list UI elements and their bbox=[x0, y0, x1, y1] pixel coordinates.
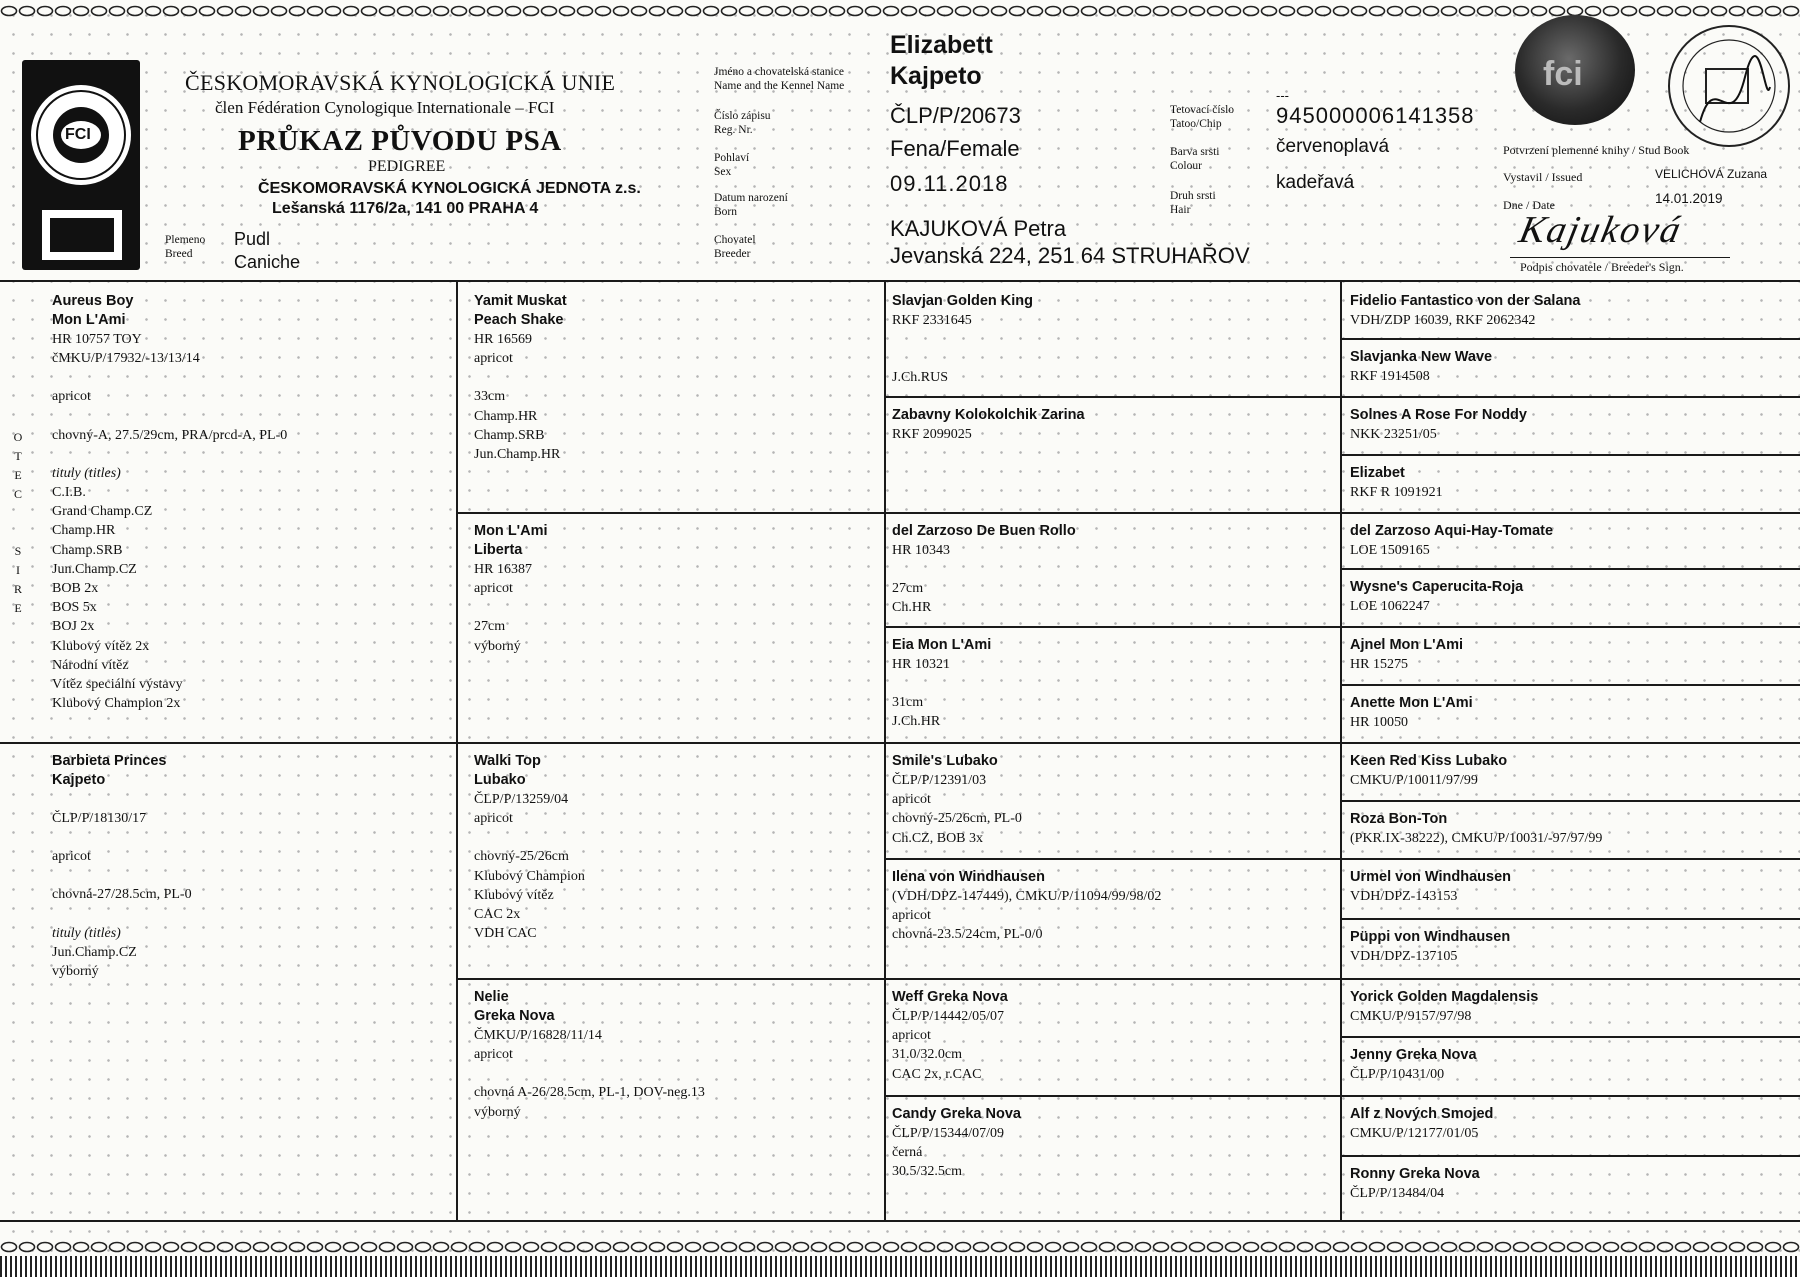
issued-label: Vystavil / Issued bbox=[1503, 170, 1583, 184]
hair-label: Druh srsti bbox=[1170, 190, 1216, 202]
gen4-reg: VDH/DPZ-143153 bbox=[1350, 889, 1458, 904]
born-label-en: Born bbox=[714, 206, 737, 218]
gen2-detail: výborný bbox=[474, 638, 521, 654]
gen3-detail: HR 10343 bbox=[892, 543, 950, 558]
gen2-name-line: Liberta bbox=[474, 542, 523, 558]
row-rule-g4-9 bbox=[1342, 800, 1800, 802]
gen4-ancestor bbox=[1344, 574, 1798, 620]
gen4-reg: RKF 1914508 bbox=[1350, 369, 1430, 384]
gen1-detail: Champ.HR bbox=[52, 523, 116, 539]
gen3-name-line: Slavjan Golden King bbox=[892, 293, 1033, 309]
row-rule-g4-5 bbox=[1342, 568, 1800, 570]
breeder-label-en: Breeder bbox=[714, 248, 751, 260]
dog-name-line2: Kajpeto bbox=[890, 62, 982, 90]
gen3-detail: HR 10321 bbox=[892, 657, 950, 672]
gen1-detail: Champ.SRB bbox=[52, 542, 123, 558]
date-value: 14.01.2019 bbox=[1655, 191, 1723, 206]
gen1-detail: tituly (titles) bbox=[52, 925, 121, 941]
gen1-detail: apricot bbox=[52, 389, 91, 405]
gen3-detail: RKF 2331645 bbox=[892, 313, 972, 328]
gen1-detail: BOB 2x bbox=[52, 581, 99, 597]
fci-logo-text: FCI bbox=[65, 126, 91, 143]
gen1-detail: Národní vítěz bbox=[52, 657, 129, 673]
gen3-name-line: Zabavny Kolokolchik Zarina bbox=[892, 407, 1085, 423]
gen3-name-line: Candy Greka Nova bbox=[892, 1106, 1021, 1122]
stud-book-stamp bbox=[1668, 25, 1790, 147]
colour-value: červenoplavá bbox=[1276, 136, 1390, 157]
gen2-detail: 27cm bbox=[474, 619, 506, 635]
sex-label-en: Sex bbox=[714, 166, 732, 178]
gen1-detail: ČLP/P/18130/17 bbox=[52, 811, 147, 826]
gen3-name-line: Smile's Lubako bbox=[892, 753, 998, 769]
breeder-signature: Kajuková bbox=[1515, 209, 1687, 251]
gen1-detail: Jun.Champ.CZ bbox=[52, 944, 137, 960]
breeder-address: Jevanská 224, 251 64 STRUHAŘOV bbox=[890, 243, 1250, 268]
gen4-reg: (PKR.IX-38222), CMKU/P/10031/-97/97/99 bbox=[1350, 831, 1603, 846]
gen4-ancestor bbox=[1344, 344, 1798, 390]
gen3-detail: apricot bbox=[892, 1028, 931, 1044]
gen4-name: Solnes A Rose For Noddy bbox=[1350, 407, 1527, 423]
gen4-ancestor bbox=[1344, 1161, 1798, 1207]
gen2-name-line: Peach Shake bbox=[474, 312, 564, 328]
gen2-detail: chovná A-26/28.5cm, PL-1, DOV-neg.13 bbox=[474, 1085, 705, 1101]
gen4-ancestor bbox=[1344, 864, 1798, 910]
row-rule-g4-13 bbox=[1342, 1036, 1800, 1038]
gen2-name-line: Walki Top bbox=[474, 753, 541, 769]
gen3-detail: ČLP/P/14442/05/07 bbox=[892, 1009, 1005, 1024]
gen1-detail: HR 10757 TOY bbox=[52, 332, 142, 347]
bottom-border bbox=[0, 1240, 1800, 1254]
gen3-name-line: Weff Greka Nova bbox=[892, 989, 1008, 1005]
gen3-detail: J.Ch.HR bbox=[892, 714, 941, 730]
gen2-detail: apricot bbox=[474, 1047, 513, 1063]
col-rule-3 bbox=[1340, 282, 1342, 1220]
gen4-reg: LOE 1509165 bbox=[1350, 543, 1430, 558]
gen2-detail: ČMKU/P/16828/11/14 bbox=[474, 1028, 602, 1043]
gen4-name: Jenny Greka Nova bbox=[1350, 1047, 1477, 1063]
gen1-ancestor bbox=[46, 288, 451, 717]
gen1-name-line: Aureus Boy bbox=[52, 293, 134, 309]
gen3-detail bbox=[892, 330, 1330, 349]
gen4-name: Anette Mon L'Ami bbox=[1350, 695, 1473, 711]
gen4-name: Alf z Nových Smojed bbox=[1350, 1106, 1494, 1122]
gen1-detail: Klubový vítěz 2x bbox=[52, 638, 150, 654]
colour-label-en: Colour bbox=[1170, 160, 1202, 172]
gen2-detail: Champ.HR bbox=[474, 408, 538, 424]
gen3-detail: (VDH/DPZ-147449), CMKU/P/11094/99/98/02 bbox=[892, 889, 1162, 904]
gen2-detail: výborný bbox=[474, 1104, 521, 1120]
gen2-name-line: Yamit Muskat bbox=[474, 293, 567, 309]
row-rule-g2-1 bbox=[458, 512, 1800, 514]
gen4-name: Ronny Greka Nova bbox=[1350, 1166, 1480, 1182]
issued-value: VELICHOVÁ Zuzana bbox=[1655, 167, 1768, 181]
breed-value-alt: Caniche bbox=[234, 252, 301, 272]
gen2-name-line: Nelie bbox=[474, 989, 509, 1005]
gen1-detail: tituly (titles) bbox=[52, 465, 121, 481]
gen3-detail: apricot bbox=[892, 908, 931, 924]
gen2-name-line: Lubako bbox=[474, 772, 526, 788]
gen1-ancestor bbox=[46, 748, 451, 985]
fci-hologram bbox=[1515, 15, 1635, 125]
gen1-detail: Klubový Champion 2x bbox=[52, 696, 181, 712]
gen2-detail: VDH CAC bbox=[474, 926, 537, 942]
gen3-ancestor bbox=[886, 748, 1336, 852]
gen4-ancestor bbox=[1344, 402, 1798, 448]
header-rule bbox=[0, 280, 1800, 282]
chip-value: 945000006141358 bbox=[1276, 103, 1475, 128]
tattoo-label-en: Tatoo/Chip bbox=[1170, 118, 1222, 130]
gen3-name-line: Eia Mon L'Ami bbox=[892, 637, 992, 653]
middle-rule bbox=[0, 742, 1800, 744]
svg-text:fci: fci bbox=[1543, 55, 1583, 93]
gen2-detail bbox=[474, 1064, 872, 1083]
born-value: 09.11.2018 bbox=[890, 171, 1009, 196]
dog-name-line1: Elizabett bbox=[890, 31, 993, 59]
born-label: Datum narození bbox=[714, 192, 788, 204]
name-label-en: Name and the Kennel Name bbox=[714, 80, 845, 92]
gen2-name-line: Greka Nova bbox=[474, 1008, 555, 1024]
gen2-detail bbox=[474, 828, 872, 847]
gen2-ancestor bbox=[468, 518, 878, 660]
cmku-logo bbox=[22, 60, 140, 270]
gen2-detail: apricot bbox=[474, 811, 513, 827]
gen4-reg: RKF R 1091921 bbox=[1350, 485, 1443, 500]
gen4-reg: ČLP/P/10431/00 bbox=[1350, 1067, 1445, 1082]
gen4-name: Püppi von Windhausen bbox=[1350, 929, 1511, 945]
gen4-ancestor bbox=[1344, 984, 1798, 1030]
gen4-ancestor bbox=[1344, 924, 1798, 970]
gen3-detail: ČLP/P/15344/07/09 bbox=[892, 1126, 1005, 1141]
gen3-detail: 30.5/32.5cm bbox=[892, 1164, 962, 1180]
hair-value: kadeřavá bbox=[1276, 172, 1355, 193]
club-name: ČESKOMORAVSKÁ KYNOLOGICKÁ JEDNOTA z.s. bbox=[258, 180, 641, 197]
gen2-detail bbox=[474, 368, 872, 387]
gen3-detail bbox=[892, 349, 1330, 368]
gen2-detail: Klubový vítěz bbox=[474, 887, 554, 903]
gen1-detail bbox=[52, 828, 445, 847]
row-rule-g3-5 bbox=[886, 858, 1800, 860]
gen2-name-line: Mon L'Ami bbox=[474, 523, 548, 539]
gen4-reg: HR 15275 bbox=[1350, 657, 1408, 672]
gen4-name: Roza Bon-Ton bbox=[1350, 811, 1448, 827]
breeder-name: KAJUKOVÁ Petra bbox=[890, 216, 1067, 241]
gen1-detail: výborný bbox=[52, 964, 99, 980]
gen1-detail: apricot bbox=[52, 849, 91, 865]
gen2-detail: Champ.SRB bbox=[474, 427, 545, 443]
row-rule-g3-7 bbox=[886, 1095, 1800, 1097]
org-member: člen Fédération Cynologique Internationale – FCI bbox=[215, 98, 555, 117]
gen1-detail bbox=[52, 445, 445, 464]
row-rule-g4-11 bbox=[1342, 918, 1800, 920]
gen1-detail bbox=[52, 407, 445, 426]
gen1-detail: BOS 5x bbox=[52, 600, 97, 616]
fci-emblem-icon bbox=[22, 60, 140, 270]
gen3-ancestor bbox=[886, 518, 1336, 622]
reg-value: ČLP/P/20673 bbox=[890, 103, 1021, 128]
signature-label: Podpis chovatele / Breeder's Sign. bbox=[1520, 260, 1684, 274]
gen3-ancestor bbox=[886, 288, 1336, 391]
row-rule-g3-1 bbox=[886, 396, 1800, 398]
gen4-name: Urmel von Windhausen bbox=[1350, 869, 1512, 885]
gen2-detail: chovný-25/26cm bbox=[474, 849, 569, 865]
hair-label-en: Hair bbox=[1170, 204, 1191, 216]
gen4-name: Keen Red Kiss Lubako bbox=[1350, 753, 1508, 769]
gen3-detail: 31cm bbox=[892, 695, 924, 711]
gen3-ancestor bbox=[886, 632, 1336, 736]
gen4-name: Fidelio Fantastico von der Salana bbox=[1350, 293, 1581, 309]
gen4-ancestor bbox=[1344, 518, 1798, 564]
row-rule-g2-3 bbox=[458, 978, 1800, 980]
name-label: Jméno a chovatelská stanice bbox=[714, 66, 844, 78]
gen2-detail: apricot bbox=[474, 581, 513, 597]
breeder-label: Chovatel bbox=[714, 234, 756, 246]
tattoo-value: --- bbox=[1276, 88, 1289, 103]
signature-line bbox=[1510, 257, 1730, 258]
gen3-detail: RKF 2099025 bbox=[892, 427, 972, 442]
gen1-detail: čMKU/P/17932/-13/13/14 bbox=[52, 351, 200, 367]
gen4-name: del Zarzoso Aqui-Hay-Tomate bbox=[1350, 523, 1554, 539]
gen2-detail: HR 16387 bbox=[474, 562, 532, 577]
sire-label: S I R E bbox=[13, 544, 22, 615]
gen3-detail: CAC 2x, r.CAC bbox=[892, 1066, 982, 1082]
sex-label: Pohlaví bbox=[714, 152, 750, 164]
gen2-detail bbox=[474, 598, 872, 617]
gen2-detail: Jun.Champ.HR bbox=[474, 447, 561, 463]
gen1-name-line: Kajpeto bbox=[52, 772, 106, 788]
gen4-name: Yorick Golden Magdalensis bbox=[1350, 989, 1539, 1005]
breed-label: Plemeno bbox=[165, 234, 206, 246]
gen1-detail bbox=[52, 905, 445, 924]
gen3-detail bbox=[892, 560, 1330, 579]
gen3-detail: černá bbox=[892, 1145, 923, 1161]
gen1-detail bbox=[52, 368, 445, 387]
row-rule-g3-3 bbox=[886, 626, 1800, 628]
gen3-detail: Ch.CZ, BOB 3x bbox=[892, 830, 984, 846]
gen3-ancestor bbox=[886, 402, 1336, 448]
gen1-detail bbox=[52, 790, 445, 809]
tattoo-label: Tetovací číslo bbox=[1170, 104, 1235, 116]
gen4-reg: VDH/ZDP 16039, RKF 2062342 bbox=[1350, 313, 1536, 328]
gen4-ancestor bbox=[1344, 806, 1798, 852]
gen1-detail: chovný-A, 27.5/29cm, PRA/prcd-A, PL-0 bbox=[52, 427, 288, 443]
date-label: Dne / Date bbox=[1503, 198, 1555, 212]
gen4-name: Elizabet bbox=[1350, 465, 1405, 481]
sex-value: Fena/Female bbox=[890, 136, 1020, 161]
gen1-detail: Jun.Champ.CZ bbox=[52, 561, 137, 577]
gen3-detail bbox=[892, 674, 1330, 693]
reg-label: Číslo zápisu bbox=[714, 110, 771, 122]
row-rule-g4-1 bbox=[1342, 338, 1800, 340]
gen3-detail: chovná-23.5/24cm, PL-0/0 bbox=[892, 927, 1043, 943]
gen2-detail: apricot bbox=[474, 351, 513, 367]
gen2-ancestor bbox=[468, 984, 878, 1126]
gen4-reg: VDH/DPZ-137105 bbox=[1350, 949, 1458, 964]
hologram-icon bbox=[1515, 15, 1635, 125]
gen4-name: Wysne's Caperucita-Roja bbox=[1350, 579, 1524, 595]
gen2-ancestor bbox=[468, 748, 878, 947]
gen4-ancestor bbox=[1344, 748, 1798, 794]
gen3-ancestor bbox=[886, 864, 1336, 949]
doc-subtitle: PEDIGREE bbox=[368, 158, 446, 175]
gen1-detail bbox=[52, 866, 445, 885]
gen1-detail: chovná-27/28.5cm, PL-0 bbox=[52, 887, 192, 903]
gen3-name-line: del Zarzoso De Buen Rollo bbox=[892, 523, 1076, 539]
gen4-reg: LOE 1062247 bbox=[1350, 599, 1430, 614]
gen2-ancestor bbox=[468, 288, 878, 468]
gen3-detail: 31.0/32.0cm bbox=[892, 1047, 962, 1063]
gen3-detail: 27cm bbox=[892, 581, 924, 597]
gen4-reg: CMKU/P/9157/97/98 bbox=[1350, 1009, 1472, 1024]
gen2-detail: Klubový Champion bbox=[474, 868, 585, 884]
gen3-ancestor bbox=[886, 984, 1336, 1088]
gen1-detail: BOJ 2x bbox=[52, 619, 95, 635]
gen4-name: Ajnel Mon L'Ami bbox=[1350, 637, 1463, 653]
gen2-detail: ČLP/P/13259/04 bbox=[474, 792, 569, 807]
breed-value: Pudl bbox=[234, 229, 271, 249]
gen1-detail: Vítěz speciální výstavy bbox=[52, 677, 183, 693]
gen2-detail: HR 16569 bbox=[474, 332, 532, 347]
row-rule-g4-3 bbox=[1342, 454, 1800, 456]
gen4-ancestor bbox=[1344, 1101, 1798, 1147]
gen4-name: Slavjanka New Wave bbox=[1350, 349, 1493, 365]
gen4-ancestor bbox=[1344, 690, 1798, 736]
col-rule-1 bbox=[456, 282, 458, 1220]
gen3-detail: Ch.HR bbox=[892, 600, 932, 616]
gen2-detail: 33cm bbox=[474, 389, 506, 405]
bottom-edge-hatch bbox=[0, 1256, 1800, 1277]
gen1-detail: Grand Champ.CZ bbox=[52, 504, 153, 520]
gen1-name-line: Barbieta Princes bbox=[52, 753, 167, 769]
reg-label-en: Reg. Nr. bbox=[714, 124, 753, 136]
row-rule-g4-7 bbox=[1342, 684, 1800, 686]
gen3-detail: ČLP/P/12391/03 bbox=[892, 773, 987, 788]
gen4-reg: CMKU/P/10011/97/99 bbox=[1350, 773, 1478, 788]
otec-label: O T E C bbox=[13, 430, 23, 501]
gen3-detail: apricot bbox=[892, 792, 931, 808]
gen4-reg: ČLP/P/13484/04 bbox=[1350, 1186, 1445, 1201]
colour-label: Barva srsti bbox=[1170, 146, 1220, 158]
gen1-name-line: Mon L'Ami bbox=[52, 312, 126, 328]
org-name: ČESKOMORAVSKÁ KYNOLOGICKÁ UNIE bbox=[185, 70, 616, 95]
gen4-reg: CMKU/P/12177/01/05 bbox=[1350, 1126, 1479, 1141]
breed-label-en: Breed bbox=[165, 248, 193, 260]
gen4-reg: HR 10050 bbox=[1350, 715, 1408, 730]
row-rule-g4-15 bbox=[1342, 1155, 1800, 1157]
gen4-ancestor bbox=[1344, 288, 1798, 334]
gen4-reg: NKK 23251/05 bbox=[1350, 427, 1437, 442]
gen2-detail: CAC 2x bbox=[474, 907, 521, 923]
gen4-ancestor bbox=[1344, 460, 1798, 506]
gen3-ancestor bbox=[886, 1101, 1336, 1186]
club-address: Lešanská 1176/2a, 141 00 PRAHA 4 bbox=[272, 200, 539, 217]
stamp-icon bbox=[1670, 27, 1788, 145]
bottom-rule bbox=[0, 1220, 1800, 1222]
gen4-ancestor bbox=[1344, 1042, 1798, 1088]
gen3-name-line: Ilena von Windhausen bbox=[892, 869, 1045, 885]
gen4-ancestor bbox=[1344, 632, 1798, 678]
stud-book-label: Potvrzení plemenné knihy / Stud Book bbox=[1503, 143, 1690, 157]
gen1-detail: C.I.B. bbox=[52, 485, 86, 501]
gen3-detail: chovný-25/26cm, PL-0 bbox=[892, 811, 1022, 827]
doc-title: PRŮKAZ PŮVODU PSA bbox=[238, 125, 562, 157]
gen3-detail: J.Ch.RUS bbox=[892, 370, 949, 386]
